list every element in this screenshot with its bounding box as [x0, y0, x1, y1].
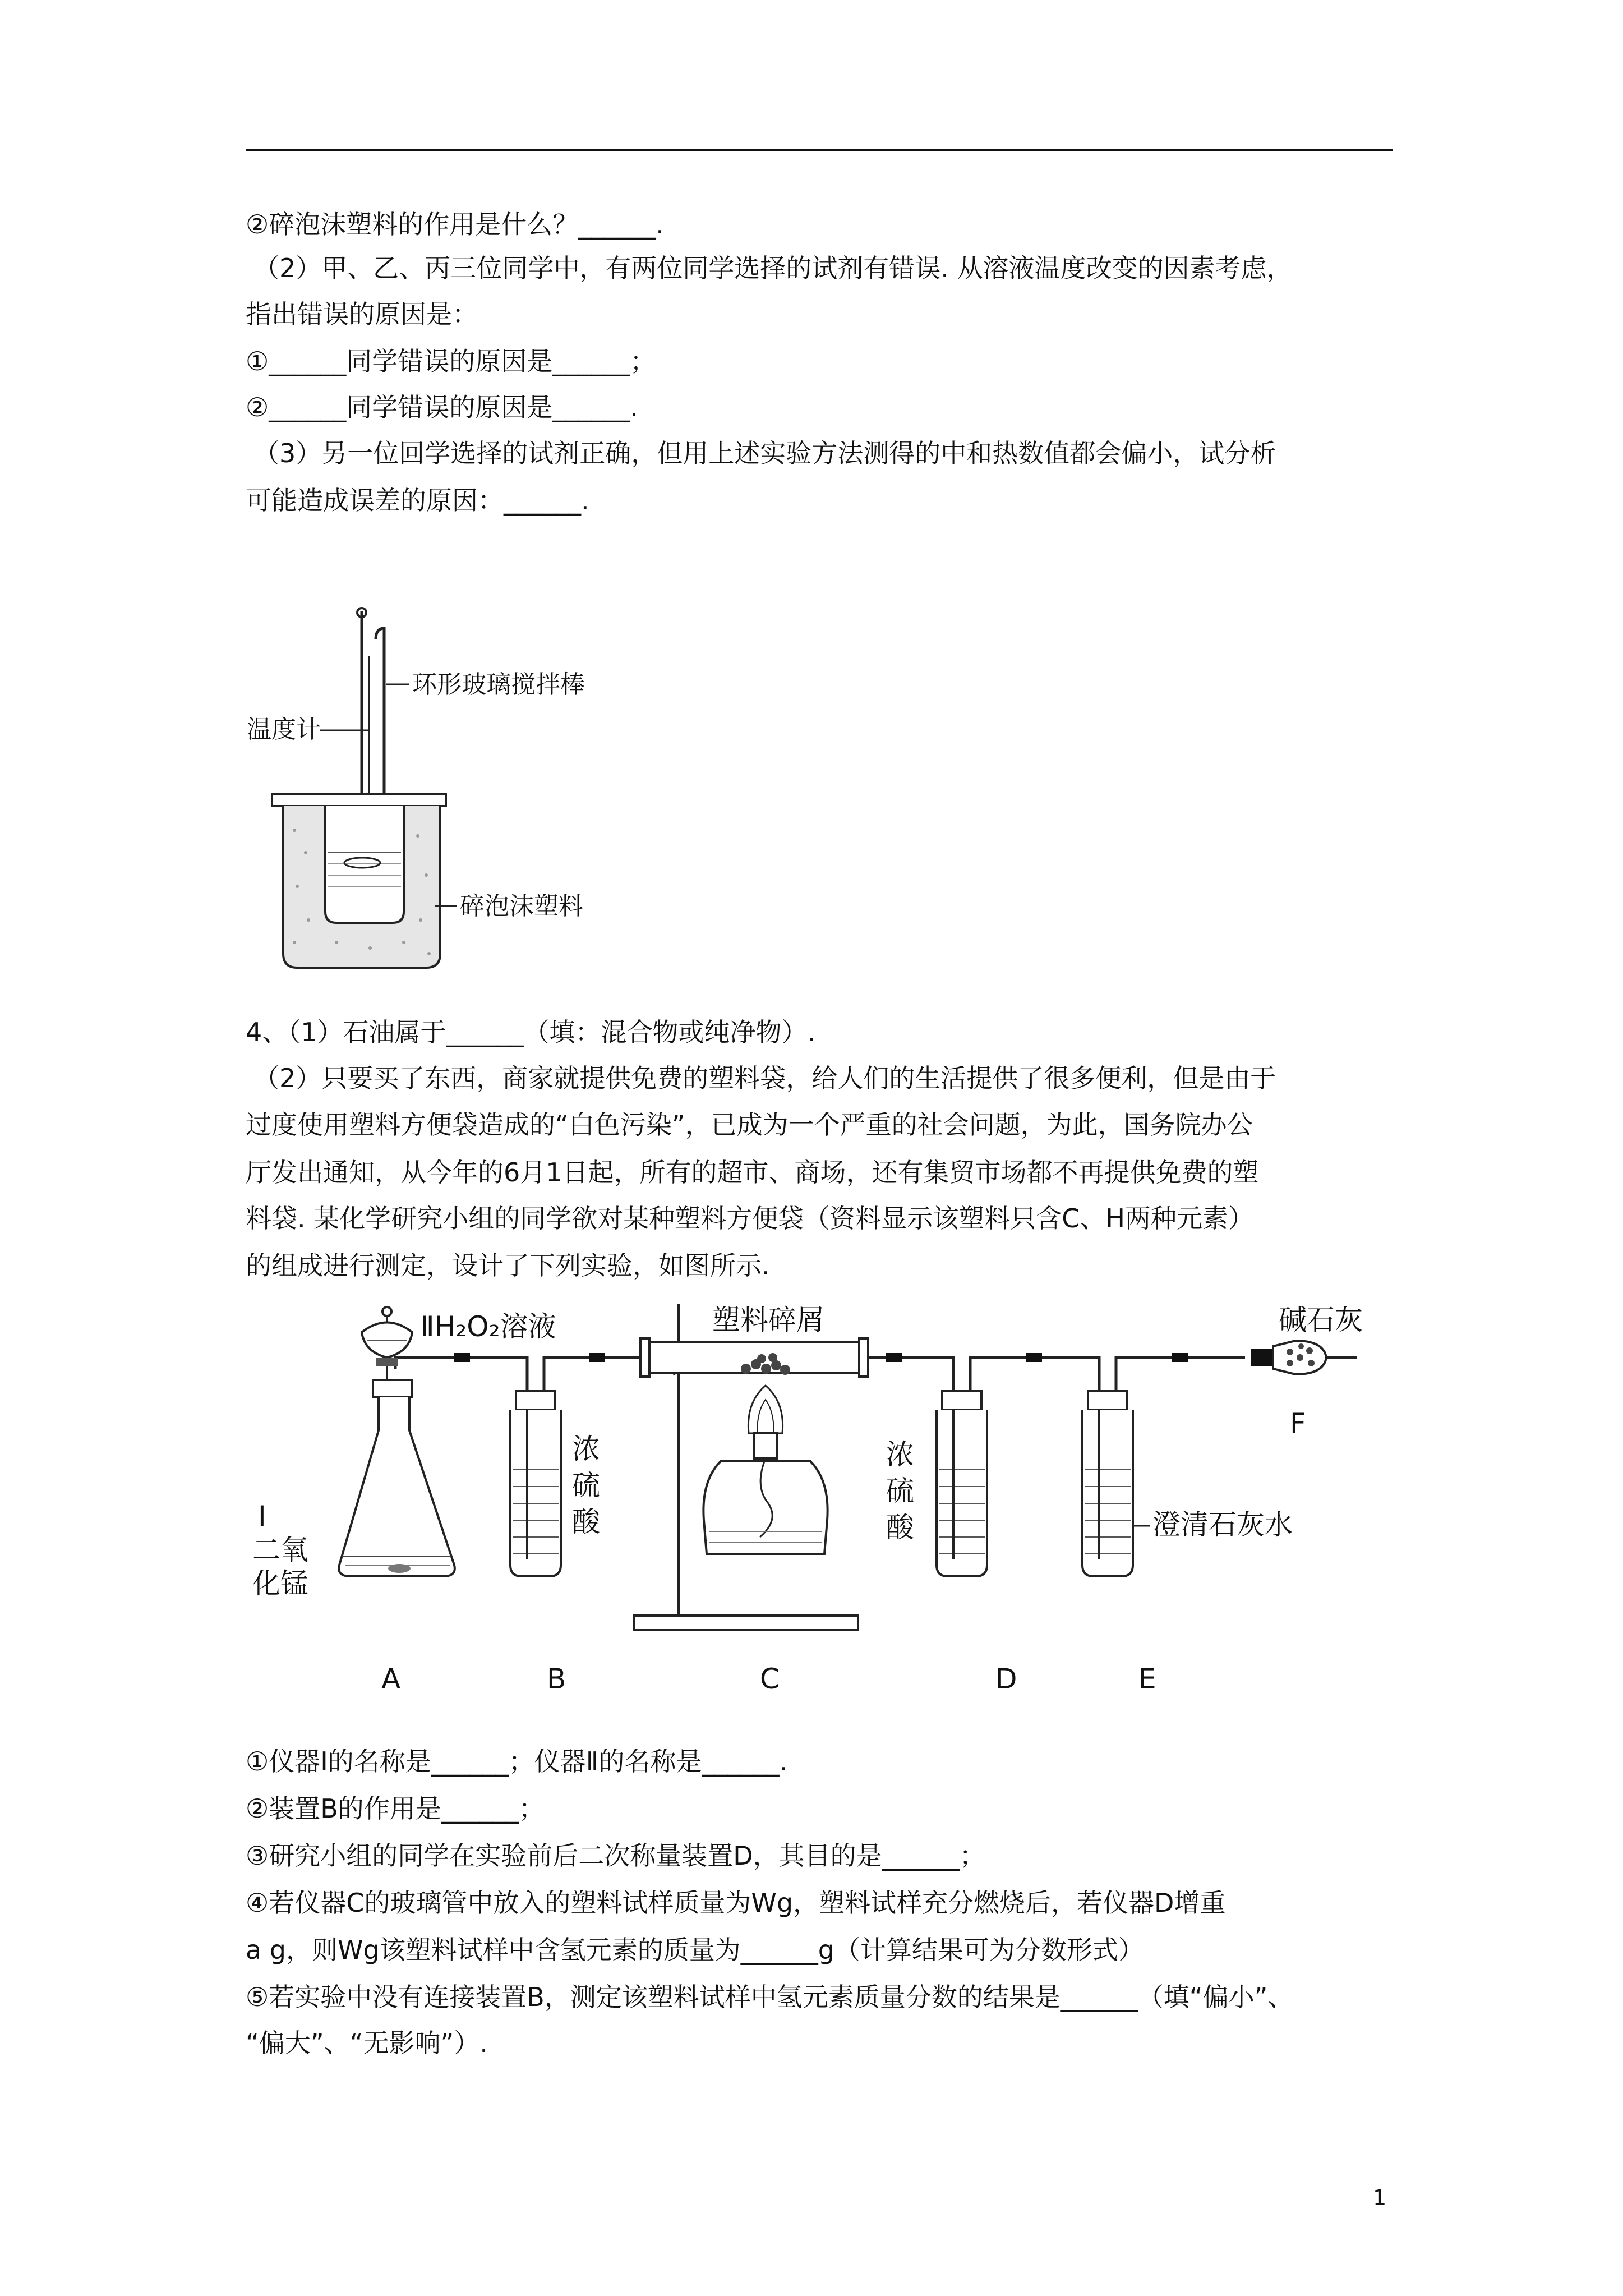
- thermometer-label: 温度计: [247, 715, 321, 744]
- letter-f: F: [1290, 1407, 1306, 1440]
- text-line: ④若仪器C的玻璃管中放入的塑料试样质量为Wg，塑料试样充分燃烧后，若仪器D增重: [246, 1888, 1226, 1918]
- mno2-label-2: 化锰: [252, 1567, 308, 1600]
- text-line: （2）甲、乙、丙三位同学中，有两位同学选择的试剂有错误. 从溶液温度改变的因素考虑，: [253, 253, 1293, 283]
- mno2-label-1: 二氧: [252, 1534, 308, 1566]
- h2o2-label: ⅡH₂O₂溶液: [421, 1310, 556, 1343]
- text-line: ⑤若实验中没有连接装置B，测定该塑料试样中氢元素质量分数的结果是______（填“偏小”、: [246, 1982, 1294, 2012]
- text-line: 4、（1）石油属于______（填：混合物或纯净物）.: [246, 1017, 816, 1047]
- acid-d-1: 浓: [886, 1438, 914, 1471]
- letter-c: C: [760, 1663, 780, 1694]
- text-line: ②______同学错误的原因是______.: [246, 392, 638, 422]
- foam-label: 碎泡沫塑料: [460, 892, 583, 921]
- acid-d-3: 酸: [886, 1511, 914, 1544]
- header-rule: [246, 149, 1393, 151]
- text-line: （2）只要买了东西，商家就提供免费的塑料袋，给人们的生活提供了很多便利，但是由于: [253, 1063, 1276, 1093]
- page-number: 1: [1373, 2185, 1387, 2210]
- text-line: 料袋. 某化学研究小组的同学欲对某种塑料方便袋（资料显示该塑料只含C、H两种元素）: [246, 1203, 1254, 1234]
- text-line: 指出错误的原因是：: [246, 299, 478, 329]
- text-line: ②装置B的作用是______；: [246, 1793, 545, 1824]
- text-line: ①______同学错误的原因是______；: [246, 346, 656, 376]
- letter-e: E: [1138, 1663, 1156, 1694]
- instrument1-label: Ⅰ: [258, 1500, 266, 1533]
- text-line: （3）另一位回学选择的试剂正确，但用上述实验方法测得的中和热数值都会偏小，试分析: [253, 438, 1276, 468]
- text-line: 过度使用塑料方便袋造成的“白色污染”，已成为一个严重的社会问题，为此，国务院办公: [246, 1110, 1253, 1140]
- text-line: ③研究小组的同学在实验前后二次称量装置D，其目的是______；: [246, 1841, 985, 1871]
- apparatus-figure: [241, 1301, 1408, 1694]
- calorimeter-figure: [241, 606, 600, 987]
- stirrer-label: 环形玻璃搅拌棒: [412, 670, 585, 699]
- letter-b: B: [547, 1663, 566, 1694]
- acid-b-3: 酸: [572, 1506, 600, 1538]
- letter-d: D: [995, 1663, 1017, 1694]
- text-line: “偏大”、“无影响”）.: [246, 2028, 488, 2058]
- acid-b-1: 浓: [572, 1433, 600, 1465]
- text-line: ①仪器Ⅰ的名称是______；仪器Ⅱ的名称是______.: [246, 1746, 788, 1777]
- acid-b-2: 硫: [572, 1469, 600, 1502]
- text-line: 可能造成误差的原因：______.: [246, 485, 589, 516]
- soda-lime-label: 碱石灰: [1279, 1304, 1363, 1336]
- plastic-label: 塑料碎屑: [712, 1304, 824, 1336]
- text-line: 的组成进行测定，设计了下列实验，如图所示.: [246, 1250, 770, 1281]
- text-line: ②碎泡沫塑料的作用是什么？______.: [246, 209, 664, 240]
- text-line: 厅发出通知，从今年的6月1日起，所有的超市、商场，还有集贸市场都不再提供免费的塑: [246, 1157, 1259, 1188]
- acid-d-2: 硫: [886, 1475, 914, 1507]
- limewater-label: 澄清石灰水: [1152, 1508, 1293, 1541]
- letter-a: A: [381, 1663, 401, 1694]
- text-line: a g，则Wg该塑料试样中含氢元素的质量为______g（计算结果可为分数形式）: [246, 1935, 1144, 1965]
